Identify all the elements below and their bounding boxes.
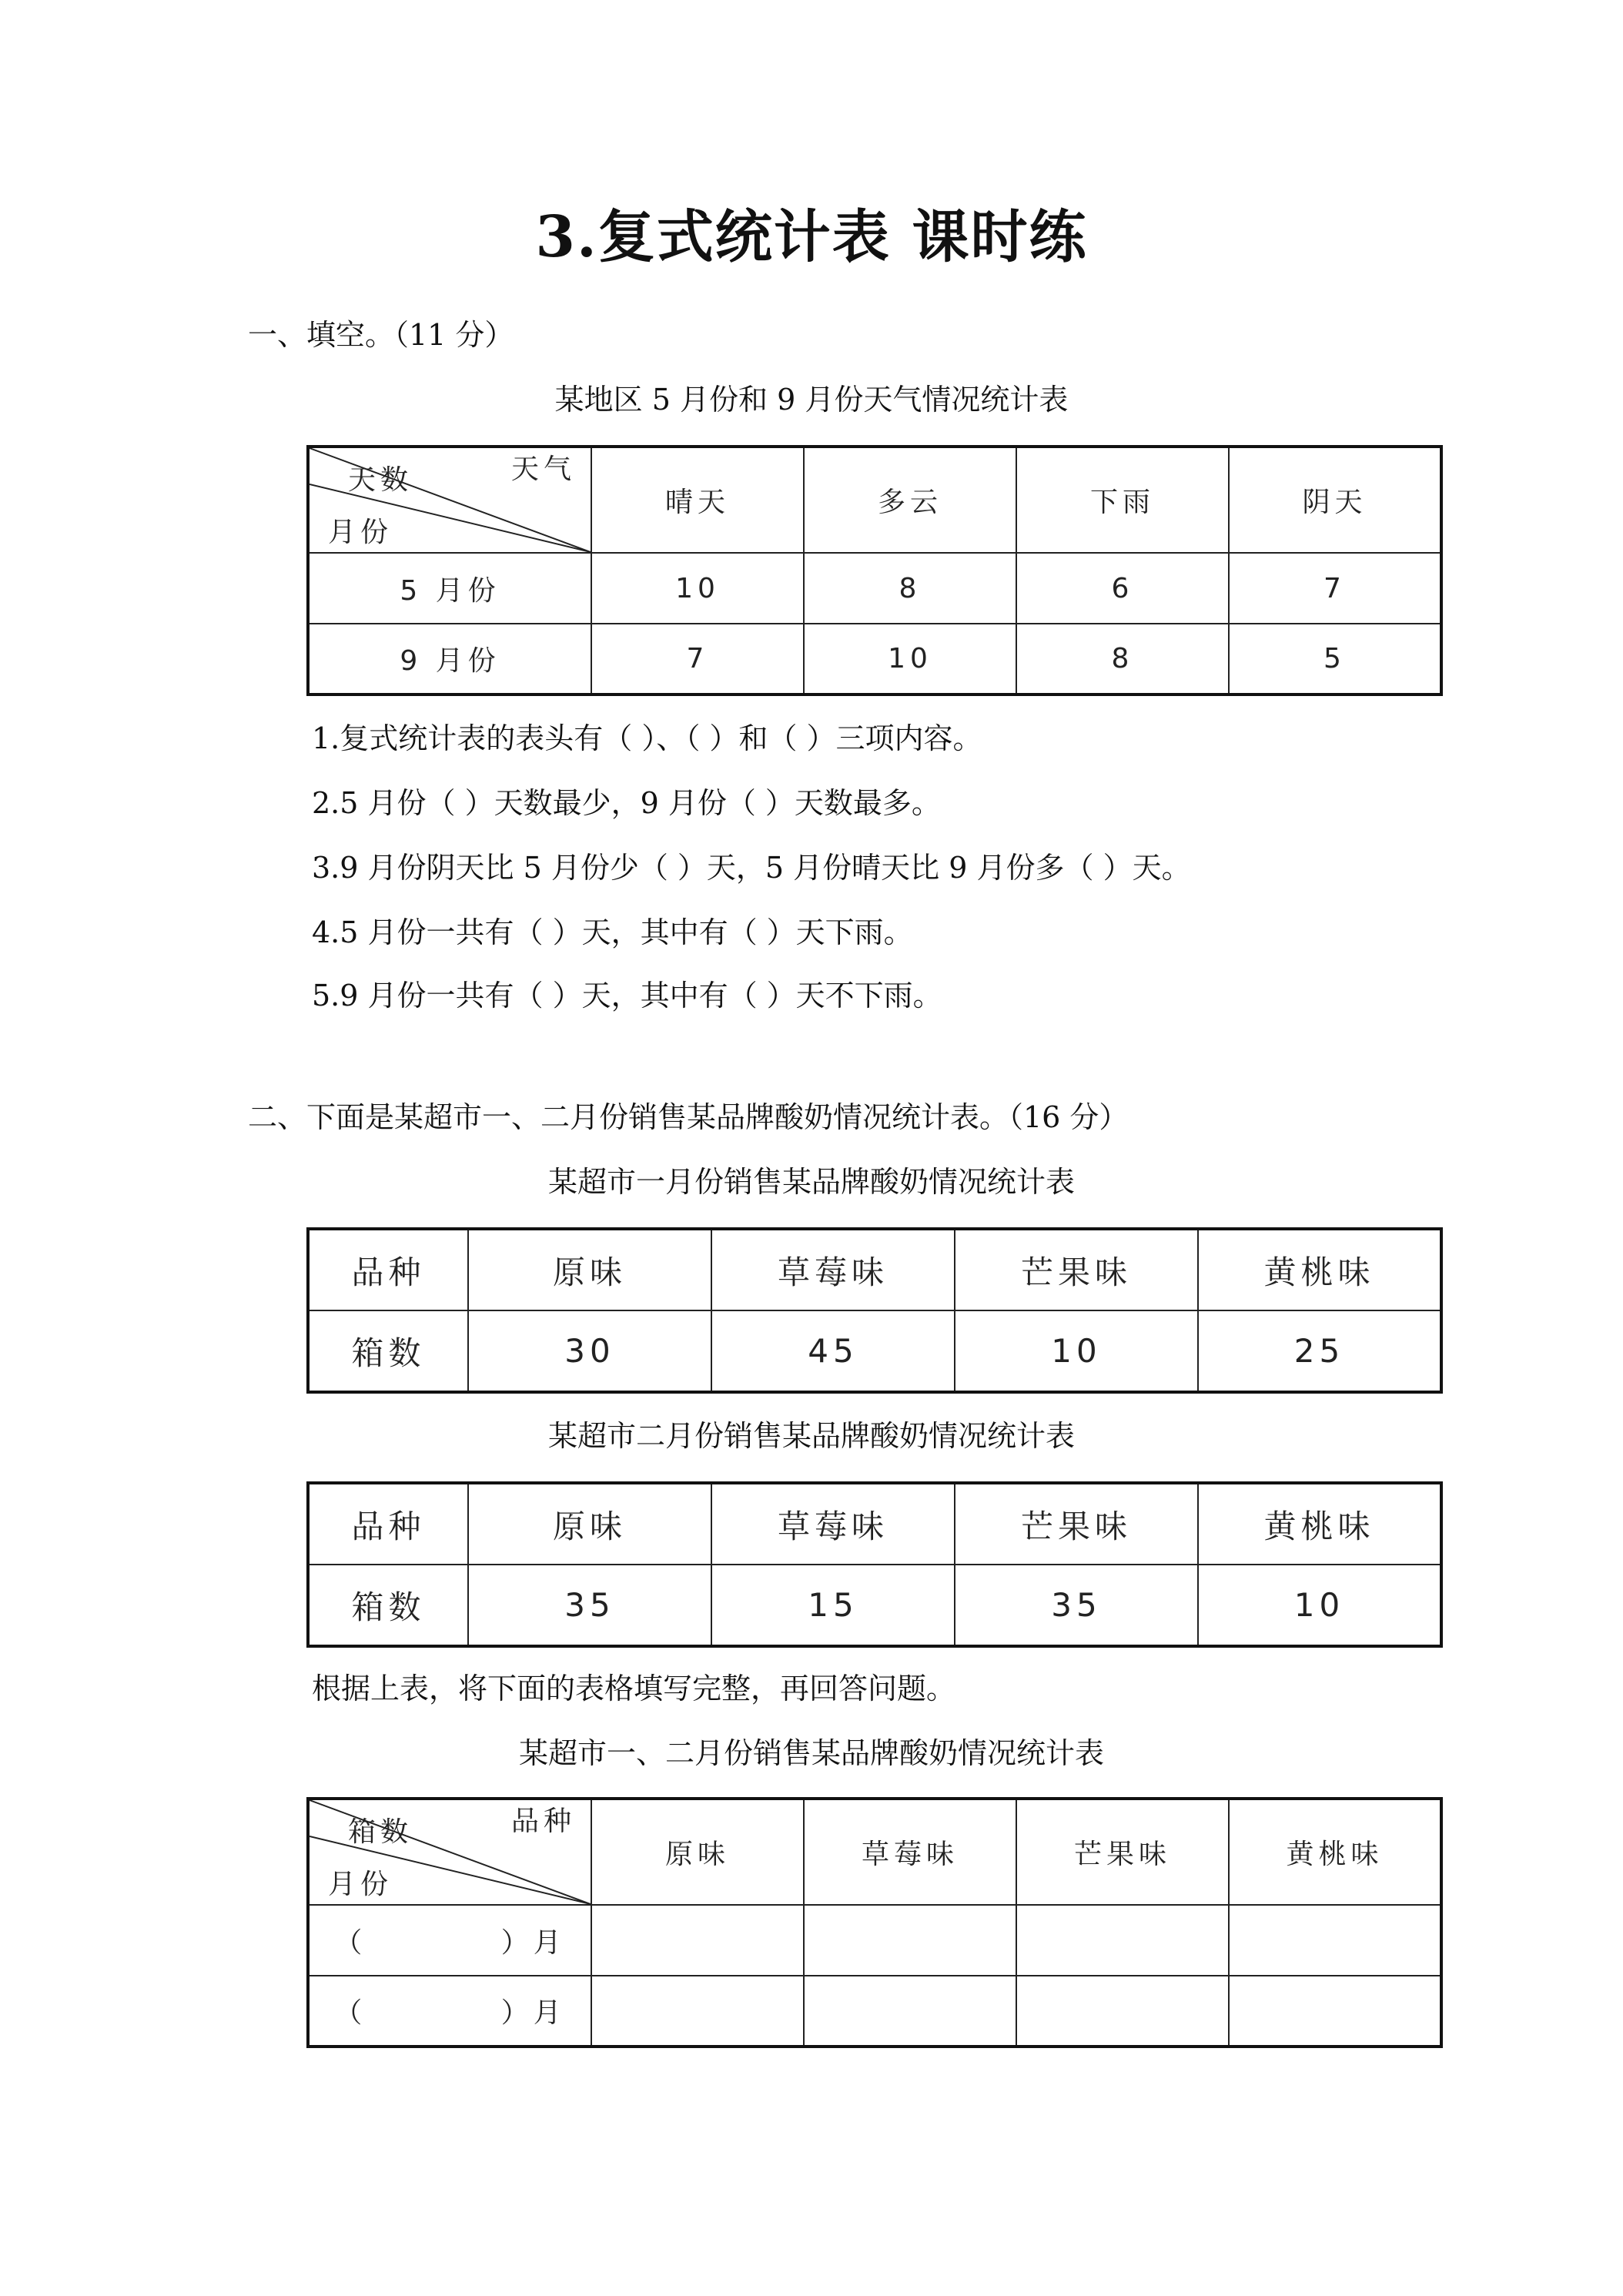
combined-table-corner-cell [308, 1799, 591, 1905]
feb-col-header: 黄桃味 [1198, 1483, 1441, 1565]
feb-col-header: 芒果味 [955, 1483, 1198, 1565]
section-1-heading: 一、填空。（11 分） [248, 318, 514, 352]
combined-row-label [308, 1976, 591, 2047]
corner-label-days: 天数 [348, 464, 413, 496]
weather-col-header: 下雨 [1016, 447, 1229, 553]
table-row [308, 1229, 1441, 1310]
weather-cell: 7 [1229, 553, 1441, 624]
feb-col-header: 草莓味 [711, 1483, 955, 1565]
combined-col-header: 黄桃味 [1229, 1799, 1441, 1905]
jan-col-header: 芒果味 [955, 1229, 1198, 1310]
feb-row-label: 箱数 [308, 1565, 468, 1646]
table-row [308, 1565, 1441, 1646]
combined-blank-cell[interactable] [591, 1905, 804, 1976]
corner-label-month: 月份 [328, 517, 393, 548]
corner-label-month: 月份 [328, 1869, 393, 1900]
combined-blank-cell[interactable] [804, 1976, 1016, 2047]
combined-col-header: 芒果味 [1016, 1799, 1229, 1905]
jan-row-label: 箱数 [308, 1310, 468, 1392]
combined-blank-cell[interactable] [1016, 1905, 1229, 1976]
combined-blank-cell[interactable] [591, 1976, 804, 2047]
combined-blank-cell[interactable] [1229, 1976, 1441, 2047]
month-blank-label: （ ）月 [334, 1926, 566, 1959]
weather-table-header-row [308, 447, 1441, 553]
weather-col-header: 晴天 [591, 447, 804, 553]
weather-col-header: 多云 [804, 447, 1016, 553]
weather-cell: 8 [804, 553, 1016, 624]
corner-label-weather: 天气 [511, 454, 577, 485]
weather-cell: 6 [1016, 553, 1229, 624]
weather-col-header: 阴天 [1229, 447, 1441, 553]
fill-in-instruction: 根据上表，将下面的表格填写完整，再回答问题。 [312, 1672, 956, 1705]
feb-cell: 10 [1198, 1565, 1441, 1646]
table-row [308, 1976, 1441, 2047]
weather-row-label: 9 月份 [308, 624, 591, 694]
combined-table-caption: 某超市一、二月份销售某品牌酸奶情况统计表 [518, 1736, 1104, 1770]
question-3: 3.9 月份阴天比 5 月份少（ ）天，5 月份晴天比 9 月份多（ ）天。 [312, 851, 1191, 885]
weather-table-caption: 某地区 5 月份和 9 月份天气情况统计表 [554, 383, 1069, 417]
feb-table-caption: 某超市二月份销售某品牌酸奶情况统计表 [547, 1419, 1075, 1453]
feb-cell: 35 [468, 1565, 711, 1646]
combined-sales-table [306, 1797, 1443, 2048]
jan-header-label: 品种 [308, 1229, 468, 1310]
feb-header-label: 品种 [308, 1483, 468, 1565]
combined-col-header: 草莓味 [804, 1799, 1016, 1905]
combined-blank-cell[interactable] [804, 1905, 1016, 1976]
jan-col-header: 黄桃味 [1198, 1229, 1441, 1310]
combined-col-header: 原味 [591, 1799, 804, 1905]
corner-label-variety: 品种 [511, 1806, 577, 1837]
jan-cell: 10 [955, 1310, 1198, 1392]
feb-sales-table [306, 1481, 1443, 1648]
weather-cell: 7 [591, 624, 804, 694]
question-1: 1.复式统计表的表头有（ ）、（ ）和（ ）三项内容。 [312, 721, 982, 755]
page-title: 3.复式统计表 课时练 [535, 204, 1088, 270]
jan-sales-table [306, 1227, 1443, 1394]
feb-cell: 15 [711, 1565, 955, 1646]
table-row [308, 1483, 1441, 1565]
combined-blank-cell[interactable] [1229, 1905, 1441, 1976]
weather-table-corner-cell [308, 447, 591, 553]
question-4: 4.5 月份一共有（ ）天，其中有（ ）天下雨。 [312, 915, 913, 949]
question-2: 2.5 月份（ ）天数最少，9 月份（ ）天数最多。 [312, 786, 941, 820]
weather-cell: 8 [1016, 624, 1229, 694]
combined-row-label [308, 1905, 591, 1976]
jan-table-caption: 某超市一月份销售某品牌酸奶情况统计表 [547, 1165, 1075, 1199]
weather-row-label: 5 月份 [308, 553, 591, 624]
feb-cell: 35 [955, 1565, 1198, 1646]
corner-label-boxes: 箱数 [348, 1816, 413, 1848]
weather-cell: 5 [1229, 624, 1441, 694]
month-blank-label: （ ）月 [334, 1997, 566, 2029]
table-row [308, 1905, 1441, 1976]
table-row [308, 624, 1441, 694]
table-row [308, 553, 1441, 624]
jan-cell: 45 [711, 1310, 955, 1392]
weather-cell: 10 [804, 624, 1016, 694]
feb-col-header: 原味 [468, 1483, 711, 1565]
weather-table [306, 445, 1443, 696]
combined-blank-cell[interactable] [1016, 1976, 1229, 2047]
jan-col-header: 原味 [468, 1229, 711, 1310]
combined-header-row [308, 1799, 1441, 1905]
weather-cell: 10 [591, 553, 804, 624]
jan-cell: 30 [468, 1310, 711, 1392]
jan-cell: 25 [1198, 1310, 1441, 1392]
jan-col-header: 草莓味 [711, 1229, 955, 1310]
section-2-heading: 二、下面是某超市一、二月份销售某品牌酸奶情况统计表。（16 分） [248, 1100, 1129, 1134]
question-5: 5.9 月份一共有（ ）天，其中有（ ）天不下雨。 [312, 979, 942, 1012]
table-row [308, 1310, 1441, 1392]
